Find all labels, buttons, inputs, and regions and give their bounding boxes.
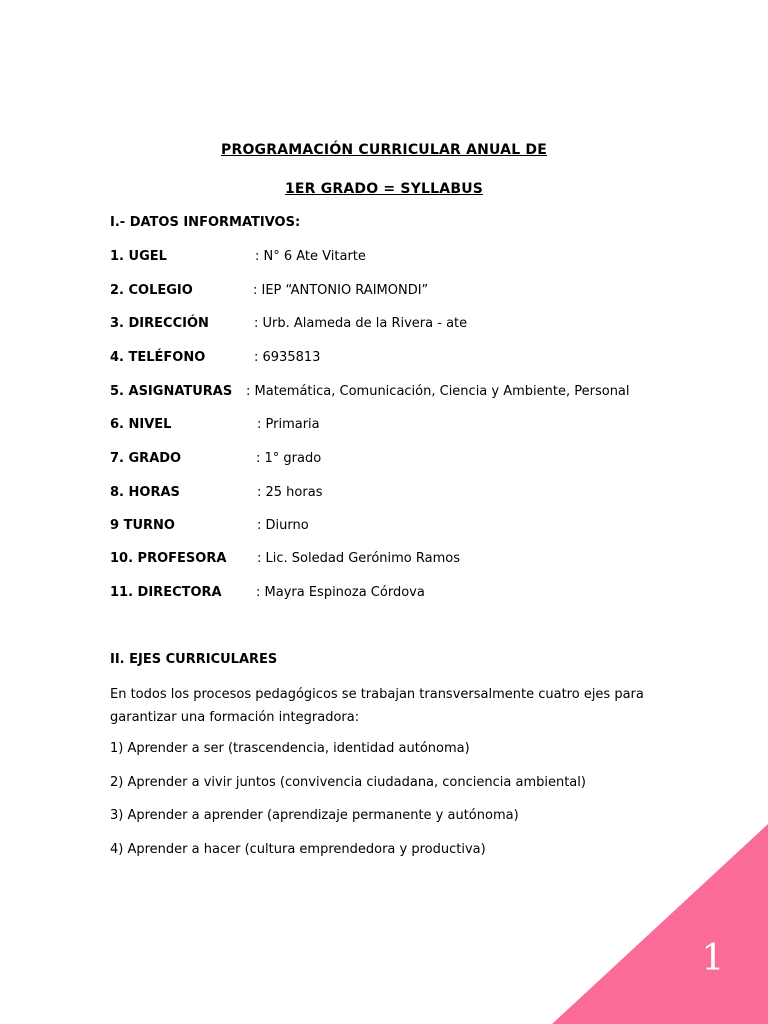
field-value: : Matemática, Comunicación, Ciencia y Ambiente, Personal (246, 384, 630, 399)
field-label: 1. UGEL (110, 249, 167, 264)
eje-item: 1) Aprender a ser (trascendencia, identidad autónoma) (110, 741, 470, 756)
field-row-nivel (110, 417, 730, 435)
field-value: : 25 horas (257, 485, 323, 500)
field-label: 6. NIVEL (110, 417, 172, 432)
eje-item: 3) Aprender a aprender (aprendizaje permanente y autónoma) (110, 808, 519, 823)
field-label: 5. ASIGNATURAS (110, 384, 233, 399)
field-row-asignaturas (110, 384, 730, 402)
field-label: 4. TELÉFONO (110, 350, 206, 365)
field-value: : 6935813 (254, 350, 321, 365)
field-value: : Diurno (257, 518, 309, 533)
field-value: : Mayra Espinoza Córdova (256, 585, 425, 600)
section-heading-ejes: II. EJES CURRICULARES (110, 652, 278, 667)
field-row-grado (110, 451, 730, 469)
field-row-ugel (110, 249, 730, 267)
field-row-telefono (110, 350, 730, 368)
field-value: : N° 6 Ate Vitarte (255, 249, 366, 264)
field-value: : Lic. Soledad Gerónimo Ramos (257, 551, 460, 566)
document-subtitle: 1ER GRADO = SYLLABUS (284, 181, 484, 197)
field-label: 10. PROFESORA (110, 551, 227, 566)
field-value: : IEP “ANTONIO RAIMONDI” (253, 283, 429, 298)
document-title: PROGRAMACIÓN CURRICULAR ANUAL DE (221, 142, 547, 158)
field-row-colegio (110, 283, 730, 301)
field-value: : Primaria (257, 417, 320, 432)
eje-item: 4) Aprender a hacer (cultura emprendedora y productiva) (110, 842, 486, 857)
field-label: 9 TURNO (110, 518, 175, 533)
field-label: 2. COLEGIO (110, 283, 193, 298)
field-row-directora (110, 585, 730, 603)
field-label: 8. HORAS (110, 485, 180, 500)
field-row-turno (110, 518, 730, 536)
field-label: 3. DIRECCIÓN (110, 316, 209, 331)
field-row-direccion (110, 316, 730, 334)
intro-paragraph: En todos los procesos pedagógicos se trabajan transversalmente cuatro ejes para garantizar una formación integradora: (110, 687, 644, 725)
page-number: 1 (701, 938, 725, 979)
field-value: : 1° grado (256, 451, 322, 466)
page-corner-triangle (552, 824, 768, 1024)
section-heading-datos: I.- DATOS INFORMATIVOS: (110, 215, 301, 230)
field-value: : Urb. Alameda de la Rivera - ate (254, 316, 468, 331)
field-label: 7. GRADO (110, 451, 182, 466)
field-row-profesora (110, 551, 730, 569)
field-row-horas (110, 485, 730, 503)
field-label: 11. DIRECTORA (110, 585, 222, 600)
eje-item: 2) Aprender a vivir juntos (convivencia ciudadana, conciencia ambiental) (110, 775, 586, 790)
